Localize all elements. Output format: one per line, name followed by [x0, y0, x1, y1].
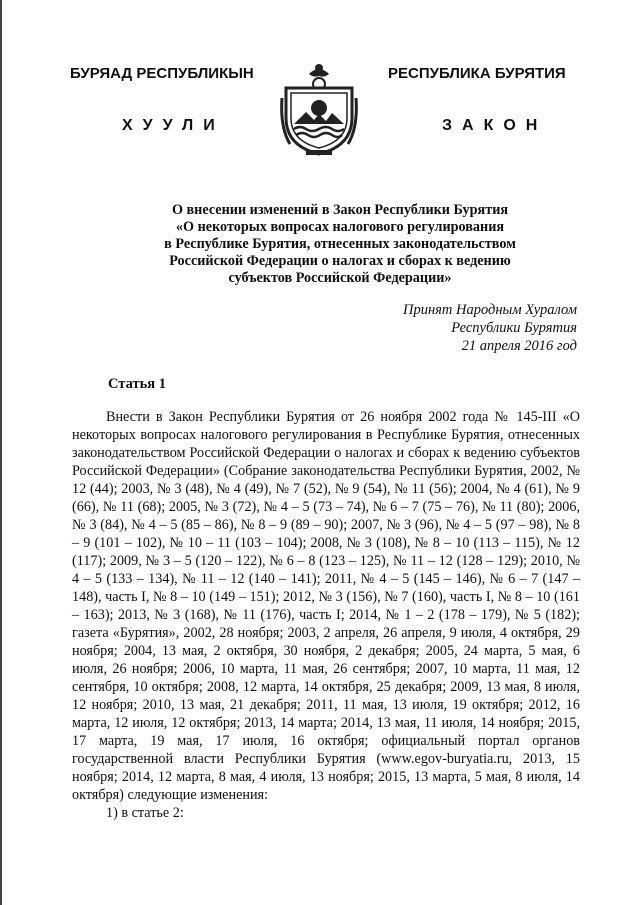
header-left-republic: БУРЯАД РЕСПУБЛИКЫН	[70, 65, 254, 82]
scan-left-edge	[0, 0, 2, 905]
header-right-doc-type: ЗАКОН	[442, 117, 548, 134]
adoption-line: Республики Бурятия	[451, 320, 577, 336]
title-line: в Республике Бурятия, отнесенных законодательством	[164, 236, 516, 252]
law-title	[80, 202, 600, 287]
republic-emblem-icon	[280, 58, 358, 158]
adoption-note	[403, 301, 577, 355]
title-line: «О некоторых вопросах налогового регулирования	[175, 219, 505, 235]
adoption-date: 21 апреля 2016 год	[461, 338, 577, 354]
header-left-doc-type: ХУУЛИ	[122, 117, 225, 134]
article-paragraph: Внести в Закон Республики Бурятия от 26 ноября 2002 года № 145-III «О некоторых вопросах налогового регулирования в Республике Бурятия, отнесенных законодательством Российской Федерации о налогах и сборах к ведению субъектов Российской Федерации» (Собрание законодательства Республики Бурятия, 2002, № 12 (44); 2003, № 3 (48), № 4 (49), № 7 (52), № 9 (54), № 11 (56); 2004, № 4 (61), № 9 (66), № 11 (68); 2005, № 3 (72), № 4 – 5 (73 – 74), № 6 – 7 (75 – 76), № 11 (80); 2006, № 3 (84), № 4 – 5 (85 – 86), № 8 – 9 (89 – 90); 2007, № 3 (96), № 4 – 5 (97 – 98), № 8 – 9 (101 – 102), № 10 – 11 (103 – 104); 2008, № 3 (108), № 8 – 10 (113 – 115), № 12 (117); 2009, № 3 – 5 (120 – 122), № 6 – 8 (123 – 125), № 11 – 12 (128 – 129); 2010, № 4 – 5 (133 – 134), № 11 – 12 (140 – 141); 2011, № 4 – 5 (145 – 146), № 6 – 7 (147 – 148), часть I, № 8 – 10 (149 – 151); 2012, № 3 (156), № 7 (160), часть I, № 8 – 10 (161 – 163); 2013, № 3 (168), № 11 (176), часть I; 2014, № 1 – 2 (178 – 179), № 5 (182); газета «Бурятия», 2002, 28 ноября; 2003, 2 апреля, 26 апреля, 9 июля, 4 октября, 29 ноября; 2004, 13 мая, 2 октября, 30 ноября, 2 декабря; 2005, 24 марта, 5 мая, 6 июля, 26 ноября; 2006, 10 марта, 11 мая, 26 сентября; 2007, 10 марта, 11 мая, 12 сентября, 10 октября; 2008, 12 марта, 14 октября, 25 декабря; 2009, 13 мая, 8 июля, 12 ноября; 2010, 13 мая, 21 декабря; 2011, 11 мая, 13 июля, 19 октября; 2012, 16 марта, 12 июля, 12 октября; 2013, 14 марта; 2014, 13 мая, 11 июля, 14 ноября; 2015, 17 марта, 19 мая, 17 июля, 16 октября; официальный портал органов государственной власти Республики Бурятия (www.egov-buryatia.ru, 2013, 15 ноября; 2014, 12 марта, 8 мая, 4 июля, 13 ноября; 2015, 13 марта, 5 мая, 8 июля, 14 октября) следующие изменения:	[72, 409, 580, 803]
adoption-line: Принят Народным Хуралом	[402, 302, 577, 318]
title-line: субъектов Российской Федерации»	[228, 270, 452, 286]
article-heading: Статья 1	[108, 376, 166, 392]
article-body	[72, 408, 580, 822]
title-line: О внесении изменений в Закон Республики Бурятия	[171, 202, 509, 218]
header-right-republic: РЕСПУБЛИКА БУРЯТИЯ	[388, 65, 566, 82]
article-item: 1) в статье 2:	[106, 805, 184, 821]
title-line: Российской Федерации о налогах и сборах к ведению	[169, 253, 511, 269]
